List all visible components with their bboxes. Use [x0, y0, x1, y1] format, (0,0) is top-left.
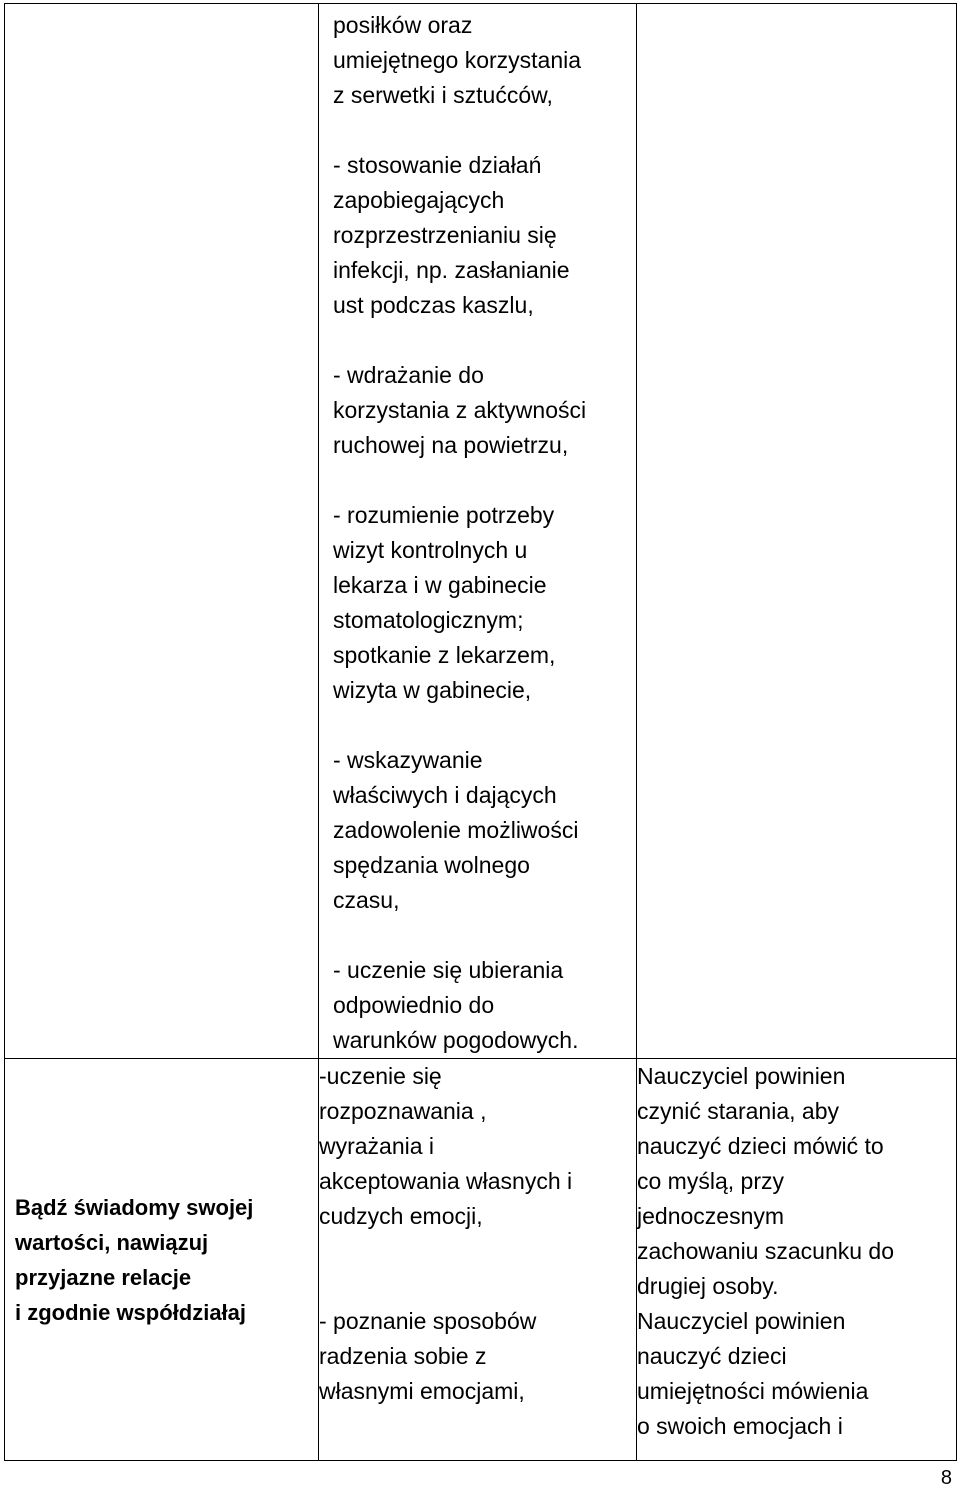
middle-cell — [319, 4, 637, 1059]
section-heading: Bądź świadomy swojej wartości, nawiązuj przyjazne relacje i zgodnie współdziałaj — [15, 1194, 254, 1325]
heading-cell — [5, 1059, 319, 1461]
paragraph-meals: posiłków oraz umiejętnego korzystania z serwetki i sztućców, — [333, 12, 582, 108]
empty-left-cell — [5, 4, 319, 1059]
paragraph-free-time: - wskazywanie właściwych i dających zadowolenie możliwości spędzania wolnego czasu, — [333, 747, 579, 913]
teacher-note-text: Nauczyciel powinien czynić starania, aby nauczyć dzieci mówić to co myślą, przy jednoczesnym zachowaniu szacunku do drugiej osoby. Nauczyciel powinien nauczyć dzieci umiejętności mówienia o swoich emocjach i — [637, 1063, 894, 1439]
middle-cell — [319, 1059, 637, 1461]
teacher-note-cell — [637, 1059, 957, 1461]
empty-right-cell — [637, 4, 957, 1059]
page-number: 8 — [940, 1467, 952, 1489]
table-row — [5, 1059, 957, 1461]
paragraph-outdoor-activity: - wdrażanie do korzystania z aktywności ruchowej na powietrzu, — [333, 362, 587, 458]
paragraph-dressing: - uczenie się ubierania odpowiednio do warunków pogodowych. — [333, 957, 579, 1053]
table-row — [5, 4, 957, 1059]
paragraph-infection-prevention: - stosowanie działań zapobiegających rozprzestrzenianiu się infekcji, np. zasłanianie ust podczas kaszlu, — [333, 152, 570, 318]
paragraph-doctor-visits: - rozumienie potrzeby wizyt kontrolnych u lekarza i w gabinecie stomatologicznym; spotkanie z lekarzem, wizyta w gabinecie, — [333, 502, 556, 703]
paragraph-emotions-recognition: -uczenie się rozpoznawania , wyrażania i akceptowania własnych i cudzych emocji, — [319, 1063, 573, 1229]
paragraph-coping-emotions: - poznanie sposobów radzenia sobie z własnymi emocjami, — [319, 1308, 537, 1404]
content-table — [4, 3, 957, 1461]
